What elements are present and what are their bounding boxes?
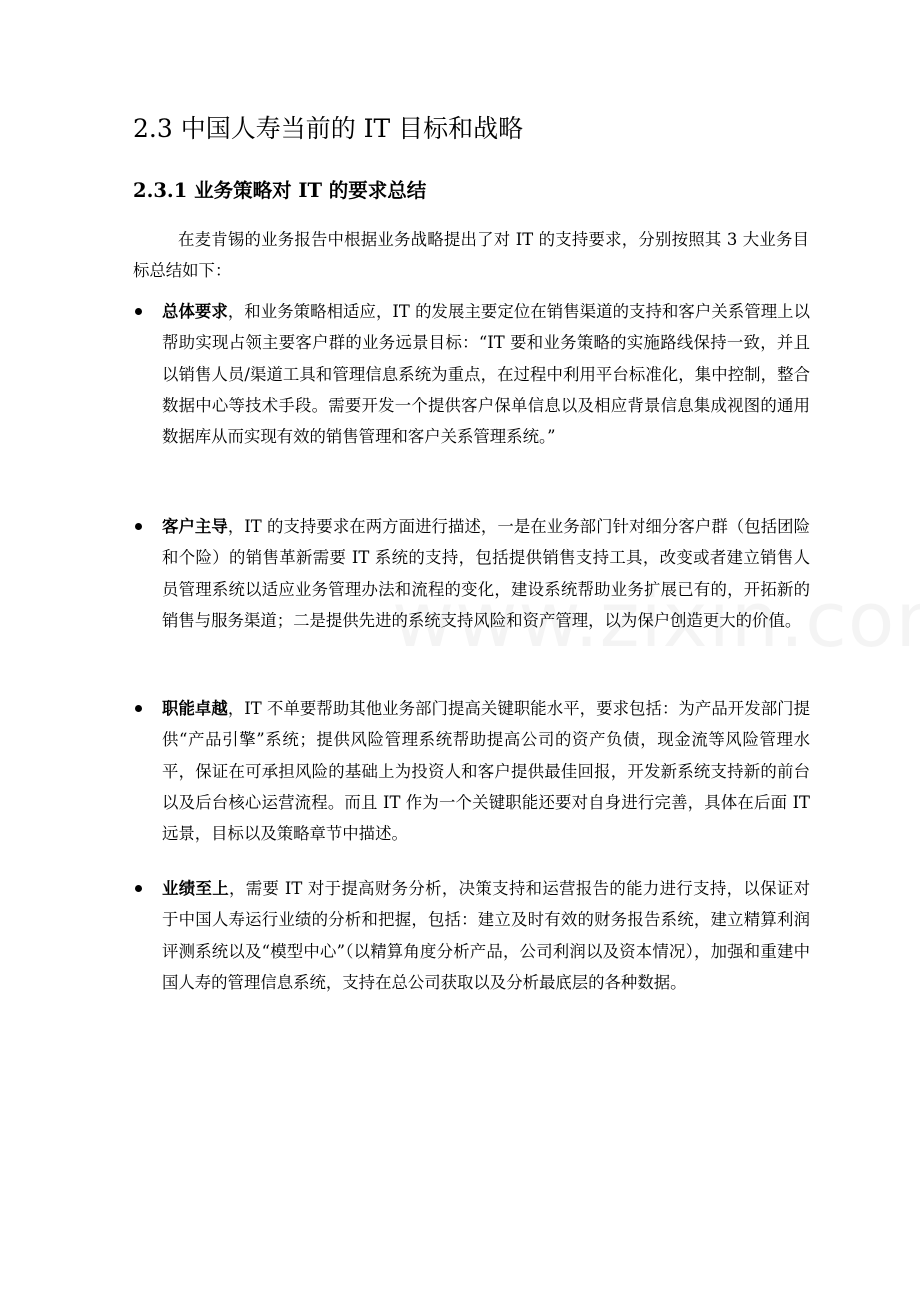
bullet-icon [133,296,143,327]
bullet-icon [133,873,143,904]
bullet-text: ，IT 的支持要求在两方面进行描述，一是在业务部门针对细分客户群（包括团险和个险）的销售革新需要 IT 系统的支持，包括提供销售支持工具，改变或者建立销售人员管理系统以适应业务管理办法和流程的变化，建设系统帮助业务扩展已有的，开拓新的销售与服务渠道；二是提供先进的系统支持风险和资产管理，以为保户创造更大的价值。 [162,517,811,630]
bullet-icon [133,693,143,724]
intro-paragraph: 在麦肯锡的业务报告中根据业务战略提出了对 IT 的支持要求，分别按照其 3 大业务目标总结如下： [133,230,809,281]
bullet-icon [133,511,143,542]
bullet-item-performance [162,873,810,998]
bullet-text: ，需要 IT 对于提高财务分析，决策支持和运营报告的能力进行支持，以保证对于中国人寿运行业绩的分析和把握，包括：建立及时有效的财务报告系统，建立精算利润评测系统以及“模型中心”（以精算角度分析产品，公司利润以及资本情况），加强和重建中国人寿的管理信息系统，支持在总公司获取以及分析最底层的各种数据。 [162,879,811,992]
bullet-text: ，IT 不单要帮助其他业务部门提高关键职能水平，要求包括：为产品开发部门提供“产品引擎”系统；提供风险管理系统帮助提高公司的资产负债，现金流等风险管理水平，保证在可承担风险的基础上为投资人和客户提供最佳回报，开发新系统支持新的前台以及后台核心运营流程。而且 IT 作为一个关键职能还要对自身进行完善，具体在后面 IT 远景，目标以及策略章节中描述。 [162,699,811,844]
subsection-title: 2.3.1 业务策略对 IT 的要求总结 [133,179,427,202]
bullet-lead: 总体要求 [162,302,228,321]
bullet-lead: 客户主导 [162,517,228,536]
bullet-lead: 业绩至上 [162,879,230,898]
section-title: 2.3 中国人寿当前的 IT 目标和战略 [133,114,524,143]
bullet-item-overall [162,296,810,452]
bullet-lead: 职能卓越 [162,699,228,718]
bullet-item-customer [162,511,810,636]
bullet-item-function [162,693,810,849]
bullet-text: ，和业务策略相适应，IT 的发展主要定位在销售渠道的支持和客户关系管理上以帮助实现占领主要客户群的业务远景目标：“IT 要和业务策略的实施路线保持一致，并且以销售人员/渠道工具和管理信息系统为重点，在过程中利用平台标准化，集中控制，整合数据中心等技术手段。需要开发一个提供客户保单信息以及相应背景信息集成视图的通用数据库从而实现有效的销售管理和客户关系管理系统。” [162,302,811,447]
